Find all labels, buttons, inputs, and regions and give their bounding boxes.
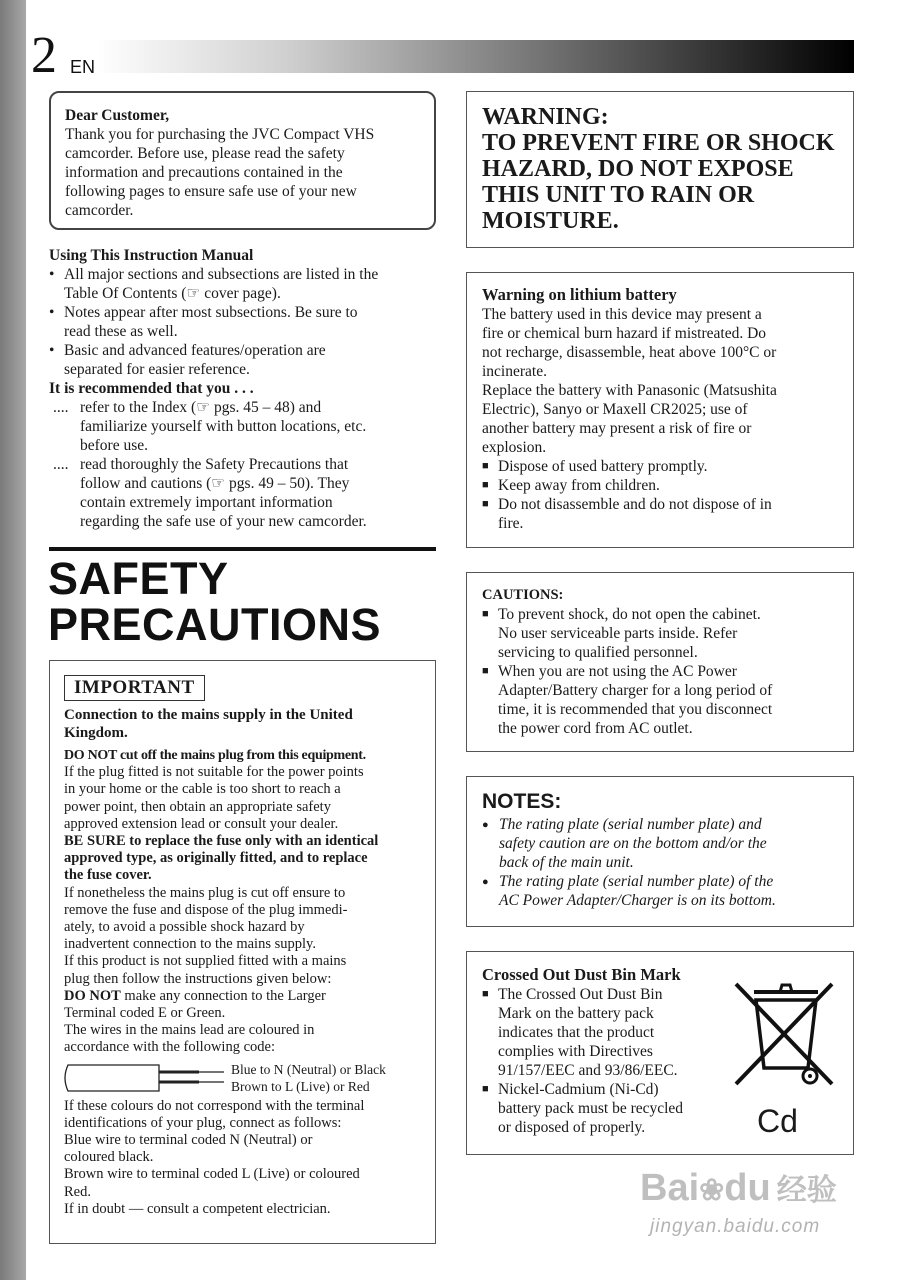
notes-title: NOTES:	[482, 790, 562, 813]
section-rule	[49, 547, 436, 551]
cd-label: Cd	[757, 1103, 798, 1139]
text-line: complies with Directives	[498, 1043, 653, 1060]
list-item	[482, 815, 845, 872]
text-line: separated for easier reference.	[64, 361, 250, 378]
lithium-warning-box	[466, 272, 854, 548]
cautions-title: CAUTIONS:	[482, 587, 564, 603]
text-line: back of the main unit.	[499, 854, 634, 871]
text-line: If the plug fitted is not suitable for the power points	[64, 764, 364, 781]
text-line: remove the fuse and dispose of the plug immedi-	[64, 901, 348, 918]
text-line: before use.	[80, 437, 148, 454]
text-line: • Notes appear after most subsections. Be sure to	[64, 304, 358, 321]
dear-line: camcorder.	[65, 202, 134, 219]
cable-diagram	[64, 1060, 234, 1096]
heading-line: SAFETY	[48, 553, 229, 604]
text-line	[64, 988, 425, 1005]
dear-line: Thank you for purchasing the JVC Compact VHS	[65, 126, 375, 143]
text-line: • All major sections and subsections are listed in the	[64, 266, 379, 283]
heading-line: PRECAUTIONS	[48, 599, 382, 650]
donot-text: DO NOT	[64, 987, 121, 1004]
text-line: No user serviceable parts inside. Refer	[498, 625, 738, 642]
text-line: or disposed of properly.	[498, 1119, 646, 1136]
text-line: Electric), Sanyo or Maxell CR2025; use of	[482, 401, 748, 418]
text-line: If this product is not supplied fitted with a mains	[64, 953, 347, 970]
text-line: power point, then obtain an appropriate safety	[64, 798, 331, 815]
dust-bin-box	[466, 951, 854, 1155]
dear-customer-title: Dear Customer,	[65, 107, 170, 124]
text-line: Replace the battery with Panasonic (Matsushita	[482, 382, 777, 399]
text-line: follow and cautions (☞ pgs. 49 – 50). They	[80, 475, 350, 492]
text-line: coloured black.	[64, 1149, 154, 1166]
besure-text: approved type, as originally fitted, and to replace	[64, 850, 368, 867]
text-line: regarding the safe use of your new camcorder.	[80, 513, 367, 530]
text-line: contain extremely important information	[80, 494, 333, 511]
text-line: identifications of your plug, connect as follows:	[64, 1114, 342, 1131]
list-item	[49, 265, 441, 303]
text-line: ■ Do not disassemble and do not dispose of in	[498, 496, 772, 513]
text-line: Terminal coded E or Green.	[64, 1005, 226, 1022]
warning-box	[466, 91, 854, 248]
header-gradient-bar	[96, 40, 854, 73]
text-line: If in doubt — consult a competent electrician.	[64, 1200, 331, 1217]
list-item	[49, 303, 441, 341]
text-line: Blue wire to terminal coded N (Neutral) or	[64, 1132, 313, 1149]
important-heading: Connection to the mains supply in the United	[64, 707, 353, 723]
important-heading: Kingdom.	[64, 725, 128, 741]
text-line: ■ When you are not using the AC Power	[498, 663, 737, 680]
besure-text: BE SURE to replace the fuse only with an identical	[64, 833, 379, 850]
left-margin-bar	[0, 0, 26, 1280]
wire-diagram	[64, 1060, 425, 1098]
watermark-brand	[640, 1168, 837, 1211]
text-line: ately, to avoid a possible shock hazard by	[64, 919, 305, 936]
text-line: time, it is recommended that you disconnect	[498, 701, 773, 718]
list-item	[49, 341, 441, 379]
warning-line: WARNING:	[482, 104, 609, 130]
text-line: the power cord from AC outlet.	[498, 720, 693, 737]
list-item	[49, 455, 441, 531]
page-language: EN	[70, 57, 96, 77]
warning-line: MOISTURE.	[482, 208, 619, 234]
leader-dots: ....	[53, 399, 69, 416]
wire-blue-label: Blue to N (Neutral) or Black	[231, 1061, 386, 1077]
list-item	[482, 476, 845, 495]
text-line: Table Of Contents (☞ cover page).	[64, 285, 281, 302]
cautions-box	[466, 572, 854, 752]
text-line: refer to the Index (☞ pgs. 45 – 48) and	[80, 399, 322, 416]
text-line: Brown wire to terminal coded L (Live) or coloured	[64, 1166, 360, 1183]
text-line: ■ Dispose of used battery promptly.	[498, 458, 708, 475]
warning-line: THIS UNIT TO RAIN OR	[482, 182, 755, 208]
text-line: If these colours do not correspond with the terminal	[64, 1097, 365, 1114]
text-line: safety caution are on the bottom and/or the	[499, 835, 767, 852]
text-line: The wires in the mains lead are coloured in	[64, 1022, 315, 1039]
text-line: ● The rating plate (serial number plate) and	[499, 816, 762, 833]
warning-line: TO PREVENT FIRE OR SHOCK	[482, 130, 835, 156]
dear-line: following pages to ensure safe use of your new	[65, 183, 357, 200]
text-line: familiarize yourself with button locations, etc.	[80, 418, 367, 435]
text-line: ■ Keep away from children.	[498, 477, 660, 494]
text-line: in your home or the cable is too short to reach a	[64, 781, 341, 798]
text-line: Mark on the battery pack	[498, 1005, 654, 1022]
using-manual-section	[49, 246, 441, 531]
watermark-text: Bai	[640, 1167, 700, 1209]
watermark-text: 经验	[776, 1174, 837, 1207]
text-line: fire.	[498, 515, 524, 532]
text-line: plug then follow the instructions given below:	[64, 970, 332, 987]
text-line: Adapter/Battery charger for a long period of	[498, 682, 773, 699]
text-fragment: make any connection to the Larger	[120, 987, 326, 1004]
page-number: 2	[31, 27, 57, 84]
text-line: 91/157/EEC and 93/86/EEC.	[498, 1062, 678, 1079]
besure-text: the fuse cover.	[64, 867, 152, 884]
text-line: AC Power Adapter/Charger is on its bottom.	[499, 892, 776, 909]
text-line: read thoroughly the Safety Precautions that	[80, 456, 349, 473]
recommended-title: It is recommended that you . . .	[49, 380, 254, 397]
list-item	[482, 457, 845, 476]
text-line: inadvertent connection to the mains supply.	[64, 936, 316, 953]
dear-line: camcorder. Before use, please read the safety	[65, 145, 345, 162]
text-line: explosion.	[482, 439, 547, 456]
text-line: ■ The Crossed Out Dust Bin	[498, 986, 663, 1003]
warning-line: HAZARD, DO NOT EXPOSE	[482, 156, 794, 182]
text-line: approved extension lead or consult your dealer.	[64, 815, 339, 832]
list-item	[482, 662, 845, 738]
baidu-watermark	[618, 1148, 888, 1258]
list-item	[49, 398, 441, 455]
text-line: indicates that the product	[498, 1024, 655, 1041]
text-line: not recharge, disassemble, heat above 100°C or	[482, 344, 777, 361]
text-line: accordance with the following code:	[64, 1039, 275, 1056]
watermark-text: du	[724, 1167, 771, 1209]
text-line: fire or chemical burn hazard if mistreated. Do	[482, 325, 767, 342]
text-line: Red.	[64, 1183, 91, 1200]
dustbin-title: Crossed Out Dust Bin Mark	[482, 965, 681, 984]
text-line: incinerate.	[482, 363, 547, 380]
text-line: ■ To prevent shock, do not open the cabinet.	[498, 606, 761, 623]
important-label: IMPORTANT	[64, 675, 205, 701]
list-item	[482, 605, 845, 662]
list-item	[482, 872, 845, 910]
using-manual-title: Using This Instruction Manual	[49, 247, 254, 264]
safety-precautions-heading	[48, 553, 382, 650]
watermark-url: jingyan.baidu.com	[650, 1216, 821, 1237]
leader-dots: ....	[53, 456, 69, 473]
text-line: • Basic and advanced features/operation are	[64, 342, 326, 359]
list-item	[482, 495, 845, 533]
dear-line: information and precautions contained in the	[65, 164, 343, 181]
text-line: another battery may present a risk of fire or	[482, 420, 752, 437]
text-line: servicing to qualified personnel.	[498, 644, 698, 661]
text-line: read these as well.	[64, 323, 178, 340]
dear-customer-box	[49, 91, 436, 230]
donot-cut-text: DO NOT cut off the mains plug from this equipment.	[64, 748, 366, 763]
text-line: If nonetheless the mains plug is cut off ensure to	[64, 884, 346, 901]
lithium-title: Warning on lithium battery	[482, 285, 677, 304]
paw-icon: ❀	[699, 1174, 725, 1207]
wire-brown-label: Brown to L (Live) or Red	[231, 1078, 370, 1094]
text-line: ■ Nickel-Cadmium (Ni-Cd)	[498, 1081, 659, 1098]
important-box	[49, 660, 436, 1244]
notes-box	[466, 776, 854, 927]
text-line: ● The rating plate (serial number plate) of the	[499, 873, 774, 890]
text-line: The battery used in this device may present a	[482, 306, 762, 323]
text-line: battery pack must be recycled	[498, 1100, 684, 1117]
crossed-out-bin-icon	[732, 980, 842, 1100]
